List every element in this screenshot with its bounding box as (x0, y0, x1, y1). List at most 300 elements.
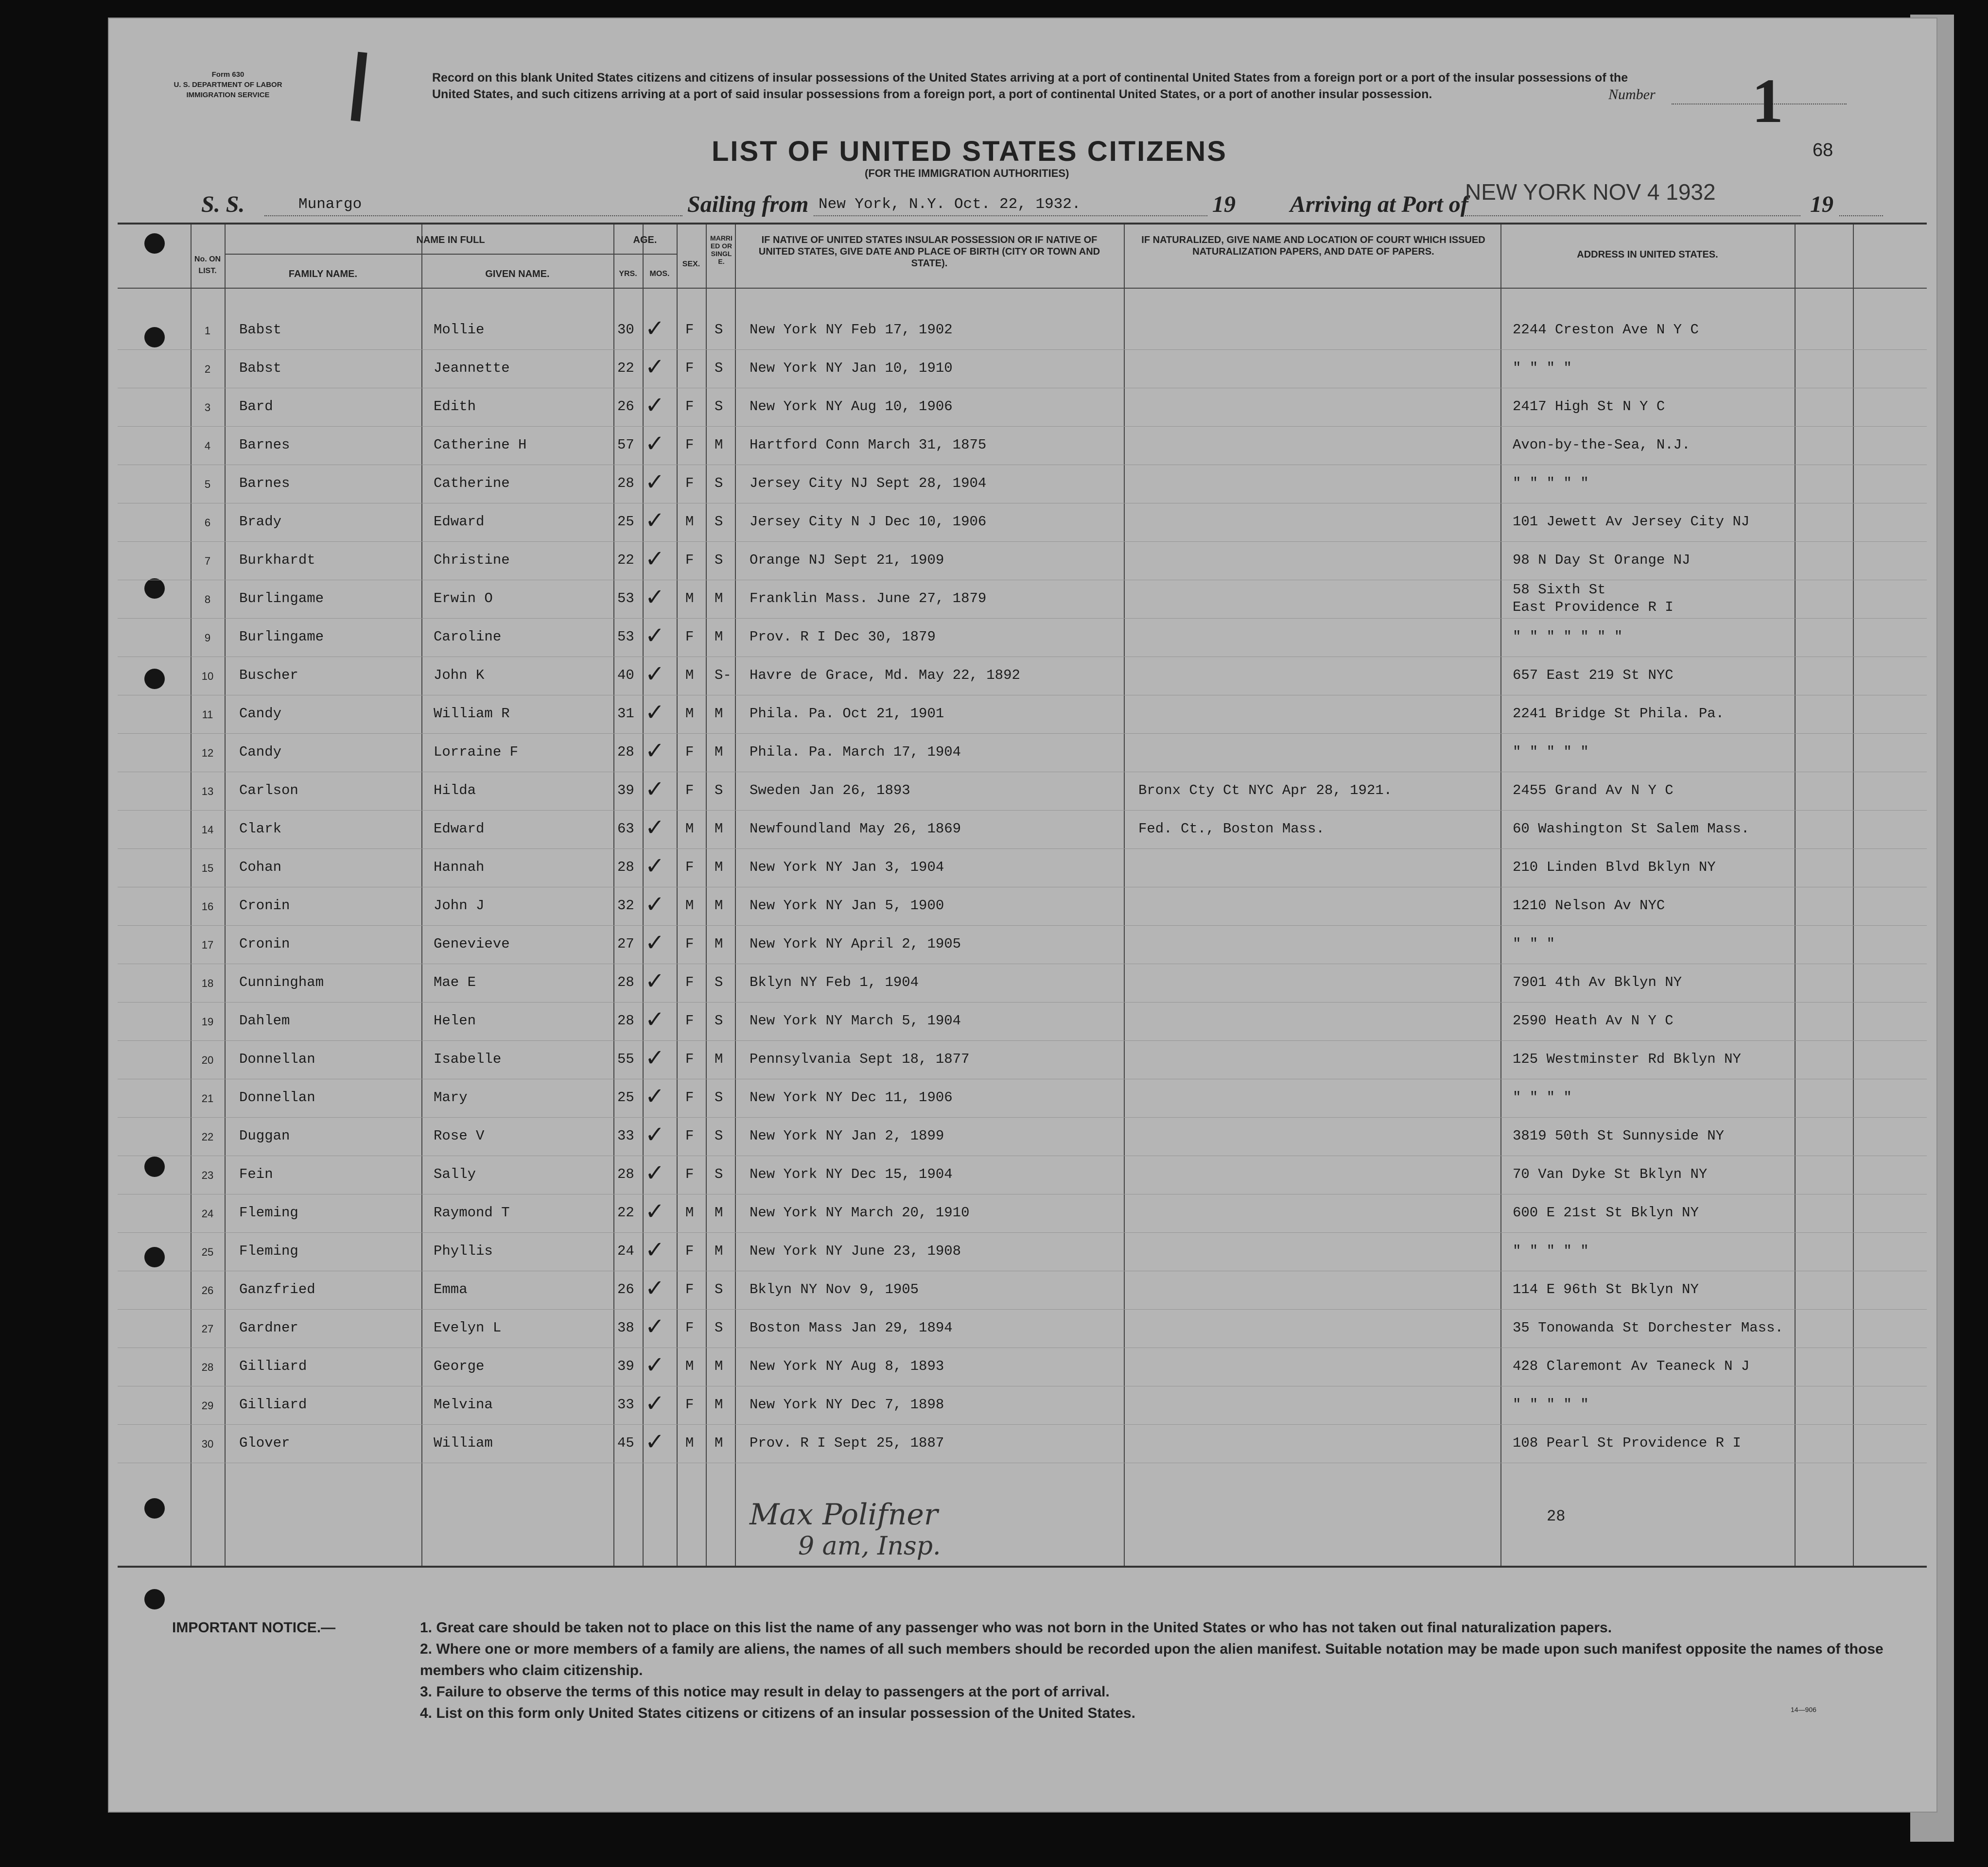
given-name-cell: Helen (434, 1013, 476, 1029)
family-name-cell: Burlingame (239, 629, 324, 645)
table-row (118, 1424, 1927, 1463)
important-notice (172, 1617, 1922, 1739)
table-row (118, 733, 1927, 772)
marital-status-cell: M (715, 590, 723, 606)
marital-status-cell: M (715, 1243, 723, 1259)
birth-cell: New York NY March 5, 1904 (750, 1013, 961, 1029)
inspector-signature-line2: 9 am, Insp. (798, 1532, 941, 1561)
sex-cell: F (685, 552, 694, 568)
address-cell: 657 East 219 St NYC (1513, 667, 1674, 683)
list-number: 1 (1752, 66, 1783, 136)
check-mark-icon: ✓ (645, 1159, 665, 1187)
birth-cell: Phila. Pa. Oct 21, 1901 (750, 706, 944, 722)
address-cell: 1210 Nelson Av NYC (1513, 898, 1665, 914)
check-mark-icon: ✓ (645, 1083, 665, 1110)
check-mark-icon: ✓ (645, 699, 665, 726)
marital-status-cell: M (715, 821, 723, 837)
address-cell: 70 Van Dyke St Bklyn NY (1513, 1166, 1708, 1182)
family-name-cell: Donnellan (239, 1089, 315, 1106)
age-cell: 55 (617, 1051, 634, 1067)
age-cell: 28 (617, 1013, 634, 1029)
given-name-cell: William R (434, 706, 510, 722)
row-number-cell: 1 (204, 325, 211, 337)
check-mark-icon: ✓ (645, 1006, 665, 1033)
age-cell: 26 (617, 1281, 634, 1297)
row-number-cell: 20 (201, 1054, 214, 1066)
given-name-cell: Hannah (434, 859, 485, 875)
marital-status-cell: M (715, 859, 723, 875)
given-name-cell: Caroline (434, 629, 502, 645)
family-name-cell: Duggan (239, 1128, 290, 1144)
address-cell: " " " " (1513, 1089, 1572, 1106)
row-number-cell: 15 (201, 862, 214, 874)
marital-status-cell: M (715, 706, 723, 722)
naturalization-cell: Bronx Cty Ct NYC Apr 28, 1921. (1138, 782, 1393, 798)
given-name-cell: Edith (434, 398, 476, 415)
marital-status-cell: S (715, 1089, 723, 1106)
row-number-cell: 9 (204, 632, 211, 644)
sex-cell: M (685, 1205, 694, 1221)
family-name-cell: Fein (239, 1166, 273, 1182)
notice-item: 2. Where one or more members of a family are aliens, the names of all such members should be recorded upon the alien manifest. Suitable notation may be made upon such manifest opposite the names of those members who claim citizenship. (420, 1641, 1883, 1678)
birth-cell: New York NY Feb 17, 1902 (750, 322, 953, 338)
birth-cell: Pennsylvania Sept 18, 1877 (750, 1051, 970, 1067)
col-family-name: FAMILY NAME. (288, 269, 358, 279)
row-number-cell: 28 (201, 1361, 214, 1373)
col-naturalized: IF NATURALIZED, GIVE NAME AND LOCATION OF COURT WHICH ISSUED NATURALIZATION PAPERS, AND DATE OF PAPERS. (1141, 235, 1485, 257)
given-name-cell: Jeannette (434, 360, 510, 376)
sex-cell: F (685, 360, 694, 376)
family-name-cell: Cronin (239, 936, 290, 952)
table-row (118, 465, 1927, 503)
family-name-cell: Barnes (239, 475, 290, 491)
table-row (118, 1040, 1927, 1079)
address-cell: " " " " " (1513, 1397, 1589, 1413)
age-cell: 39 (617, 782, 634, 798)
sex-cell: F (685, 1281, 694, 1297)
sex-cell: F (685, 1243, 694, 1259)
given-name-cell: Catherine (434, 475, 510, 491)
check-mark-icon: ✓ (645, 1121, 665, 1148)
birth-cell: Bklyn NY Nov 9, 1905 (750, 1281, 919, 1297)
sex-cell: F (685, 1166, 694, 1182)
birth-cell: Prov. R I Dec 30, 1879 (750, 629, 936, 645)
row-number-cell: 26 (201, 1284, 214, 1297)
address-cell: 108 Pearl St Providence R I (1513, 1435, 1741, 1451)
table-row (118, 349, 1927, 388)
birth-cell: Prov. R I Sept 25, 1887 (750, 1435, 944, 1451)
age-cell: 24 (617, 1243, 634, 1259)
check-mark-icon: ✓ (645, 315, 665, 342)
birth-cell: Havre de Grace, Md. May 22, 1892 (750, 667, 1020, 683)
table-row (118, 426, 1927, 465)
birth-cell: New York NY June 23, 1908 (750, 1243, 961, 1259)
sex-cell: M (685, 821, 694, 837)
family-name-cell: Clark (239, 821, 282, 837)
naturalization-cell: Fed. Ct., Boston Mass. (1138, 821, 1325, 837)
table-row (118, 1079, 1927, 1118)
table-row (118, 541, 1927, 580)
sex-cell: F (685, 437, 694, 453)
check-mark-icon: ✓ (645, 1390, 665, 1417)
address-cell: 7901 4th Av Bklyn NY (1513, 974, 1682, 990)
sex-cell: M (685, 706, 694, 722)
given-name-cell: Phyllis (434, 1243, 493, 1259)
age-cell: 31 (617, 706, 634, 722)
sex-cell: M (685, 514, 694, 530)
check-mark-icon: ✓ (645, 584, 665, 611)
age-cell: 53 (617, 590, 634, 606)
table-row (118, 618, 1927, 657)
age-cell: 45 (617, 1435, 634, 1451)
family-name-cell: Glover (239, 1435, 290, 1451)
check-mark-icon: ✓ (645, 1351, 665, 1379)
form-code: 14—906 (1791, 1706, 1816, 1713)
given-name-cell: Evelyn L (434, 1320, 502, 1336)
table-row (118, 1002, 1927, 1041)
marital-status-cell: M (715, 744, 723, 760)
age-cell: 53 (617, 629, 634, 645)
birth-cell: New York NY Dec 7, 1898 (750, 1397, 944, 1413)
arrival-line (1465, 215, 1800, 216)
col-age: AGE. (633, 235, 657, 245)
check-mark-icon: ✓ (645, 891, 665, 918)
marital-status-cell: M (715, 1435, 723, 1451)
marital-status-cell: S (715, 552, 723, 568)
family-name-cell: Ganzfried (239, 1281, 315, 1297)
family-name-cell: Cunningham (239, 974, 324, 990)
birth-cell: New York NY Jan 2, 1899 (750, 1128, 944, 1144)
address-cell: " " " (1513, 936, 1555, 952)
marital-status-cell: S (715, 974, 723, 990)
given-name-cell: Melvina (434, 1397, 493, 1413)
sailing-value: New York, N.Y. Oct. 22, 1932. (819, 196, 1081, 213)
marital-status-cell: M (715, 936, 723, 952)
sex-cell: F (685, 475, 694, 491)
address-cell: 3819 50th St Sunnyside NY (1513, 1128, 1725, 1144)
marital-status-cell: S- (715, 667, 732, 683)
col-native: IF NATIVE OF UNITED STATES INSULAR POSSESSION OR IF NATIVE OF UNITED STATES, GIVE DATE AND PLACE OF BIRTH (CITY OR TOWN AND STATE). (758, 235, 1100, 269)
row-number-cell: 27 (201, 1323, 214, 1335)
address-cell: " " " " " (1513, 475, 1589, 491)
ss-label: S. S. (201, 191, 245, 217)
row-number-cell: 24 (201, 1208, 214, 1220)
address-cell: " " " " " " " (1513, 629, 1623, 645)
age-cell: 22 (617, 1205, 634, 1221)
age-cell: 25 (617, 514, 634, 530)
given-name-cell: Lorraine F (434, 744, 519, 760)
check-mark-icon: ✓ (645, 1428, 665, 1455)
check-mark-icon: ✓ (645, 468, 665, 496)
sex-cell: M (685, 667, 694, 683)
punch-hole (144, 1589, 165, 1609)
address-cell: 60 Washington St Salem Mass. (1513, 821, 1750, 837)
stamp-number: 68 (1813, 140, 1833, 160)
year-prefix: 19 (1212, 191, 1236, 217)
row-number-cell: 21 (201, 1092, 214, 1105)
address-cell: 2244 Creston Ave N Y C (1513, 322, 1699, 338)
family-name-cell: Cohan (239, 859, 282, 875)
table-row (118, 772, 1927, 811)
notice-item: 1. Great care should be taken not to place on this list the name of any passenger who was not born in the United States or who has not taken out final naturalization papers. (420, 1620, 1612, 1636)
birth-cell: New York NY April 2, 1905 (750, 936, 961, 952)
col-no: No. ON LIST. (194, 255, 221, 275)
row-number-cell: 25 (201, 1246, 214, 1258)
notice-item: 4. List on this form only United States citizens or citizens of an insular possession of the United States. (420, 1705, 1135, 1721)
check-mark-icon: ✓ (645, 1044, 665, 1072)
age-cell: 28 (617, 974, 634, 990)
address-cell: 101 Jewett Av Jersey City NJ (1513, 514, 1750, 530)
row-number-cell: 16 (201, 900, 214, 913)
row-number-cell: 30 (201, 1438, 214, 1450)
sex-cell: M (685, 898, 694, 914)
address-cell: 114 E 96th St Bklyn NY (1513, 1281, 1699, 1297)
check-mark-icon: ✓ (645, 1313, 665, 1340)
address-cell: 600 E 21st St Bklyn NY (1513, 1205, 1699, 1221)
given-name-cell: Edward (434, 514, 485, 530)
age-cell: 22 (617, 360, 634, 376)
row-number-cell: 18 (201, 977, 214, 989)
check-mark-icon: ✓ (645, 392, 665, 419)
family-name-cell: Candy (239, 706, 282, 722)
row-number-cell: 2 (204, 363, 211, 375)
family-name-cell: Gilliard (239, 1358, 307, 1374)
birth-cell: Jersey City N J Dec 10, 1906 (750, 514, 987, 530)
sex-cell: M (685, 1358, 694, 1374)
sex-cell: F (685, 1051, 694, 1067)
check-mark-icon: ✓ (645, 968, 665, 995)
marital-status-cell: S (715, 322, 723, 338)
marital-status-cell: M (715, 898, 723, 914)
address-cell: 58 Sixth St (1513, 582, 1606, 598)
given-name-cell: Mary (434, 1089, 468, 1106)
table-row (118, 1309, 1927, 1348)
check-mark-icon: ✓ (645, 1198, 665, 1225)
birth-cell: Franklin Mass. June 27, 1879 (750, 590, 987, 606)
marital-status-cell: S (715, 1166, 723, 1182)
sex-cell: F (685, 936, 694, 952)
page-total: 28 (1547, 1507, 1566, 1525)
manifest-page (108, 17, 1937, 1813)
age-cell: 32 (617, 898, 634, 914)
marital-status-cell: S (715, 360, 723, 376)
ship-name: Munargo (298, 196, 362, 213)
birth-cell: New York NY Aug 8, 1893 (750, 1358, 944, 1374)
table-row (118, 964, 1927, 1003)
ship-line (264, 215, 682, 216)
row-number-cell: 17 (201, 939, 214, 951)
marital-status-cell: S (715, 1281, 723, 1297)
family-name-cell: Cronin (239, 898, 290, 914)
address-cell: " " " " (1513, 360, 1572, 376)
marital-status-cell: S (715, 1320, 723, 1336)
given-name-cell: Mae E (434, 974, 476, 990)
arriving-label: Arriving at Port of (1290, 191, 1468, 217)
instructions: Record on this blank United States citizens and citizens of insular possessions of the United States arriving at a port of continental United States from a foreign port or a port of the insular possessions of the United States, and such citizens arriving at a port of said insular possessions from a foreign port, a port of continental United States, or a port of another insular possession. (432, 71, 1628, 101)
given-name-cell: John K (434, 667, 485, 683)
inspector-signature: Max Polifner (750, 1498, 938, 1532)
family-name-cell: Buscher (239, 667, 298, 683)
given-name-cell: William (434, 1435, 493, 1451)
table-row (118, 311, 1927, 350)
birth-cell: Phila. Pa. March 17, 1904 (750, 744, 961, 760)
given-name-cell: Mollie (434, 322, 485, 338)
marital-status-cell: M (715, 629, 723, 645)
page-title: LIST OF UNITED STATES CITIZENS (712, 136, 1227, 167)
table-row (118, 1194, 1927, 1233)
family-name-cell: Barnes (239, 437, 290, 453)
sex-cell: F (685, 1397, 694, 1413)
family-name-cell: Carlson (239, 782, 298, 798)
notice-label: IMPORTANT NOTICE.— (172, 1620, 336, 1636)
check-mark-icon: ✓ (645, 430, 665, 457)
header-subrule (225, 254, 677, 255)
age-cell: 26 (617, 398, 634, 415)
address-cell-line2: East Providence R I (1513, 599, 1674, 615)
table-row (118, 1271, 1927, 1310)
address-cell: 125 Westminster Rd Bklyn NY (1513, 1051, 1741, 1067)
row-number-cell: 4 (204, 440, 211, 452)
family-name-cell: Donnellan (239, 1051, 315, 1067)
row-number-cell: 29 (201, 1400, 214, 1412)
address-cell: " " " " " (1513, 744, 1589, 760)
col-sex: SEX. (682, 260, 700, 268)
marital-status-cell: M (715, 1397, 723, 1413)
sex-cell: F (685, 974, 694, 990)
family-name-cell: Dahlem (239, 1013, 290, 1029)
family-name-cell: Burlingame (239, 590, 324, 606)
col-name-in-full: NAME IN FULL (416, 235, 485, 245)
family-name-cell: Burkhardt (239, 552, 315, 568)
table-row (118, 1386, 1927, 1425)
age-cell: 28 (617, 744, 634, 760)
family-name-cell: Gilliard (239, 1397, 307, 1413)
age-cell: 22 (617, 552, 634, 568)
row-number-cell: 19 (201, 1016, 214, 1028)
address-cell: 2417 High St N Y C (1513, 398, 1665, 415)
service-name: IMMIGRATION SERVICE (186, 91, 270, 99)
family-name-cell: Gardner (239, 1320, 298, 1336)
given-name-cell: Erwin O (434, 590, 493, 606)
address-cell: Avon-by-the-Sea, N.J. (1513, 437, 1691, 453)
table-row (118, 657, 1927, 695)
sex-cell: F (685, 398, 694, 415)
family-name-cell: Brady (239, 514, 282, 530)
birth-cell: Jersey City NJ Sept 28, 1904 (750, 475, 987, 491)
arrival-date-stamp: NEW YORK NOV 4 1932 (1465, 179, 1716, 205)
age-cell: 27 (617, 936, 634, 952)
sex-cell: M (685, 590, 694, 606)
birth-cell: Sweden Jan 26, 1893 (750, 782, 910, 798)
birth-cell: New York NY Aug 10, 1906 (750, 398, 953, 415)
check-mark-icon: ✓ (645, 737, 665, 764)
given-name-cell: Edward (434, 821, 485, 837)
row-number-cell: 7 (204, 555, 211, 567)
table-row (118, 1156, 1927, 1194)
row-number-cell: 12 (201, 747, 214, 759)
family-name-cell: Candy (239, 744, 282, 760)
row-number-cell: 22 (201, 1131, 214, 1143)
row-number-cell: 3 (204, 401, 211, 414)
birth-cell: New York NY March 20, 1910 (750, 1205, 970, 1221)
col-yrs: YRS. (619, 270, 637, 278)
given-name-cell: Hilda (434, 782, 476, 798)
sailing-line (814, 215, 1207, 216)
table-row (118, 1348, 1927, 1386)
address-cell: 2241 Bridge St Phila. Pa. (1513, 706, 1725, 722)
marital-status-cell: S (715, 1013, 723, 1029)
age-cell: 40 (617, 667, 634, 683)
birth-cell: Hartford Conn March 31, 1875 (750, 437, 987, 453)
age-cell: 63 (617, 821, 634, 837)
table-row (118, 388, 1927, 427)
age-cell: 28 (617, 475, 634, 491)
sailing-label: Sailing from (687, 191, 809, 217)
given-name-cell: Christine (434, 552, 510, 568)
sex-cell: F (685, 629, 694, 645)
age-cell: 57 (617, 437, 634, 453)
handwritten-mark: | (345, 38, 374, 121)
check-mark-icon: ✓ (645, 660, 665, 688)
marital-status-cell: M (715, 437, 723, 453)
address-cell: 428 Claremont Av Teaneck N J (1513, 1358, 1750, 1374)
sex-cell: F (685, 1089, 694, 1106)
row-number-cell: 5 (204, 478, 211, 490)
marital-status-cell: S (715, 782, 723, 798)
age-cell: 25 (617, 1089, 634, 1106)
age-cell: 39 (617, 1358, 634, 1374)
year-line (1839, 215, 1883, 216)
row-number-cell: 13 (201, 785, 214, 797)
marital-status-cell: M (715, 1205, 723, 1221)
marital-status-cell: S (715, 475, 723, 491)
check-mark-icon: ✓ (645, 852, 665, 880)
given-name-cell: Catherine H (434, 437, 527, 453)
col-married: MARRIED OR SINGLE. (710, 234, 732, 265)
sex-cell: F (685, 744, 694, 760)
check-mark-icon: ✓ (645, 1275, 665, 1302)
address-cell: 2590 Heath Av N Y C (1513, 1013, 1674, 1029)
sex-cell: M (685, 1435, 694, 1451)
col-mos: MOS. (649, 270, 670, 278)
address-cell: " " " " " (1513, 1243, 1589, 1259)
family-name-cell: Babst (239, 360, 282, 376)
given-name-cell: John J (434, 898, 485, 914)
given-name-cell: Raymond T (434, 1205, 510, 1221)
given-name-cell: Isabelle (434, 1051, 502, 1067)
given-name-cell: Sally (434, 1166, 476, 1182)
sex-cell: F (685, 782, 694, 798)
check-mark-icon: ✓ (645, 776, 665, 803)
sex-cell: F (685, 1013, 694, 1029)
table-row (118, 503, 1927, 542)
birth-cell: New York NY Jan 5, 1900 (750, 898, 944, 914)
age-cell: 33 (617, 1397, 634, 1413)
address-cell: 2455 Grand Av N Y C (1513, 782, 1674, 798)
check-mark-icon: ✓ (645, 1236, 665, 1263)
row-number-cell: 10 (201, 670, 214, 682)
check-mark-icon: ✓ (645, 507, 665, 534)
col-given-name: GIVEN NAME. (485, 269, 550, 279)
given-name-cell: George (434, 1358, 485, 1374)
table-row (118, 1232, 1927, 1271)
age-cell: 28 (617, 1166, 634, 1182)
check-mark-icon: ✓ (645, 545, 665, 572)
table-row (118, 580, 1927, 619)
age-cell: 30 (617, 322, 634, 338)
sex-cell: F (685, 322, 694, 338)
marital-status-cell: S (715, 1128, 723, 1144)
